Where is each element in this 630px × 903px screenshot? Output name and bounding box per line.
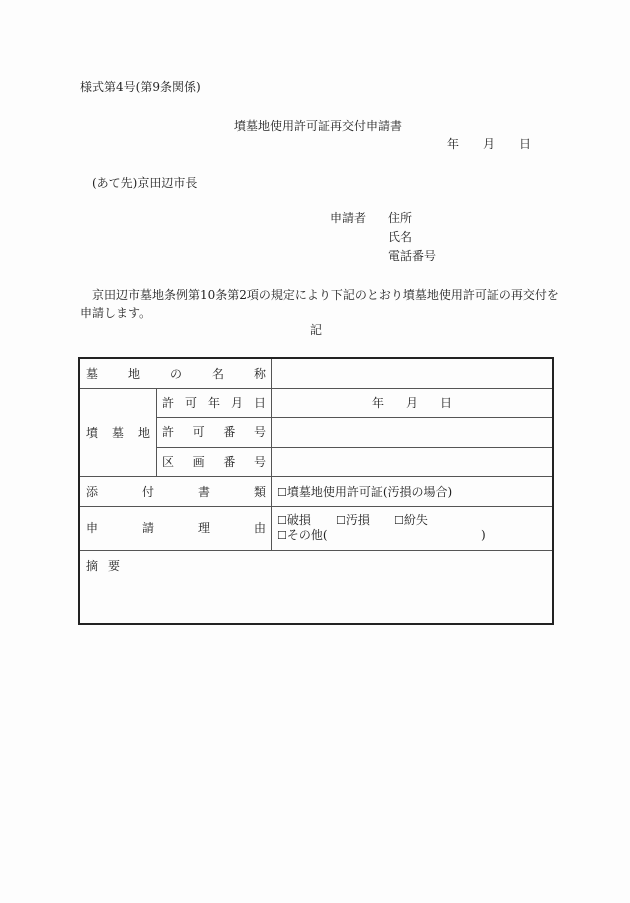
row-divider (80, 476, 552, 477)
date-day-label: 日 (519, 137, 532, 151)
cemetery-name-field[interactable] (273, 359, 551, 388)
column-divider (156, 388, 157, 476)
row-divider (80, 388, 552, 389)
document-title: 墳墓地使用許可証再交付申請書 (234, 119, 403, 133)
cemetery-name-label: 墓 地 の 名 称 (86, 367, 266, 381)
reason-other-close-paren: ) (481, 528, 486, 542)
checkbox-icon[interactable]: ☐ (394, 514, 404, 527)
applicant-label: 申請者 (330, 211, 367, 225)
plot-number-field[interactable] (273, 448, 551, 476)
reason-option-other[interactable]: ☐その他( (277, 528, 328, 542)
body-text-line-2: 申請します。 (80, 306, 152, 320)
body-text-line-1: 京田辺市墓地条例第10条第2項の規定により下記のとおり墳墓地使用許可証の再交付を (92, 288, 559, 302)
application-date (447, 137, 531, 151)
column-divider (271, 359, 272, 550)
application-form-table (78, 357, 554, 625)
row-divider (80, 506, 552, 507)
reason-option-lost[interactable]: ☐紛失 (394, 513, 428, 527)
attachment-option-permit[interactable]: ☐墳墓地使用許可証(汚損の場合) (277, 485, 453, 499)
permit-number-field[interactable] (273, 418, 551, 447)
applicant-address-label: 住所 (388, 211, 413, 225)
remarks-field[interactable] (120, 555, 550, 621)
checkbox-icon[interactable]: ☐ (277, 514, 287, 527)
permit-date-field[interactable]: 年 月 日 (372, 396, 452, 410)
addressee: (あて先)京田辺市長 (92, 176, 198, 190)
plot-number-label: 区 画 番 号 (162, 455, 266, 469)
reason-option-damaged[interactable]: ☐破損 (277, 513, 311, 527)
form-number: 様式第4号(第9条関係) (80, 80, 201, 94)
attachments-label: 添 付 書 類 (86, 485, 266, 499)
grave-site-label: 墳 墓 地 (86, 426, 150, 440)
row-divider (80, 550, 552, 551)
applicant-phone-label: 電話番号 (388, 249, 437, 263)
reason-option-soiled[interactable]: ☐汚損 (336, 513, 370, 527)
permit-date-label: 許 可 年 月 日 (162, 396, 266, 410)
applicant-name-label: 氏名 (388, 230, 413, 244)
date-year-label: 年 (447, 137, 460, 151)
ki-heading: 記 (310, 323, 323, 337)
date-month-label: 月 (483, 137, 496, 151)
remarks-label: 摘 要 (86, 559, 121, 573)
checkbox-icon[interactable]: ☐ (277, 529, 287, 542)
checkbox-icon[interactable]: ☐ (336, 514, 346, 527)
permit-number-label: 許 可 番 号 (162, 425, 266, 439)
checkbox-icon[interactable]: ☐ (277, 486, 287, 499)
reason-label: 申 請 理 由 (86, 521, 266, 535)
